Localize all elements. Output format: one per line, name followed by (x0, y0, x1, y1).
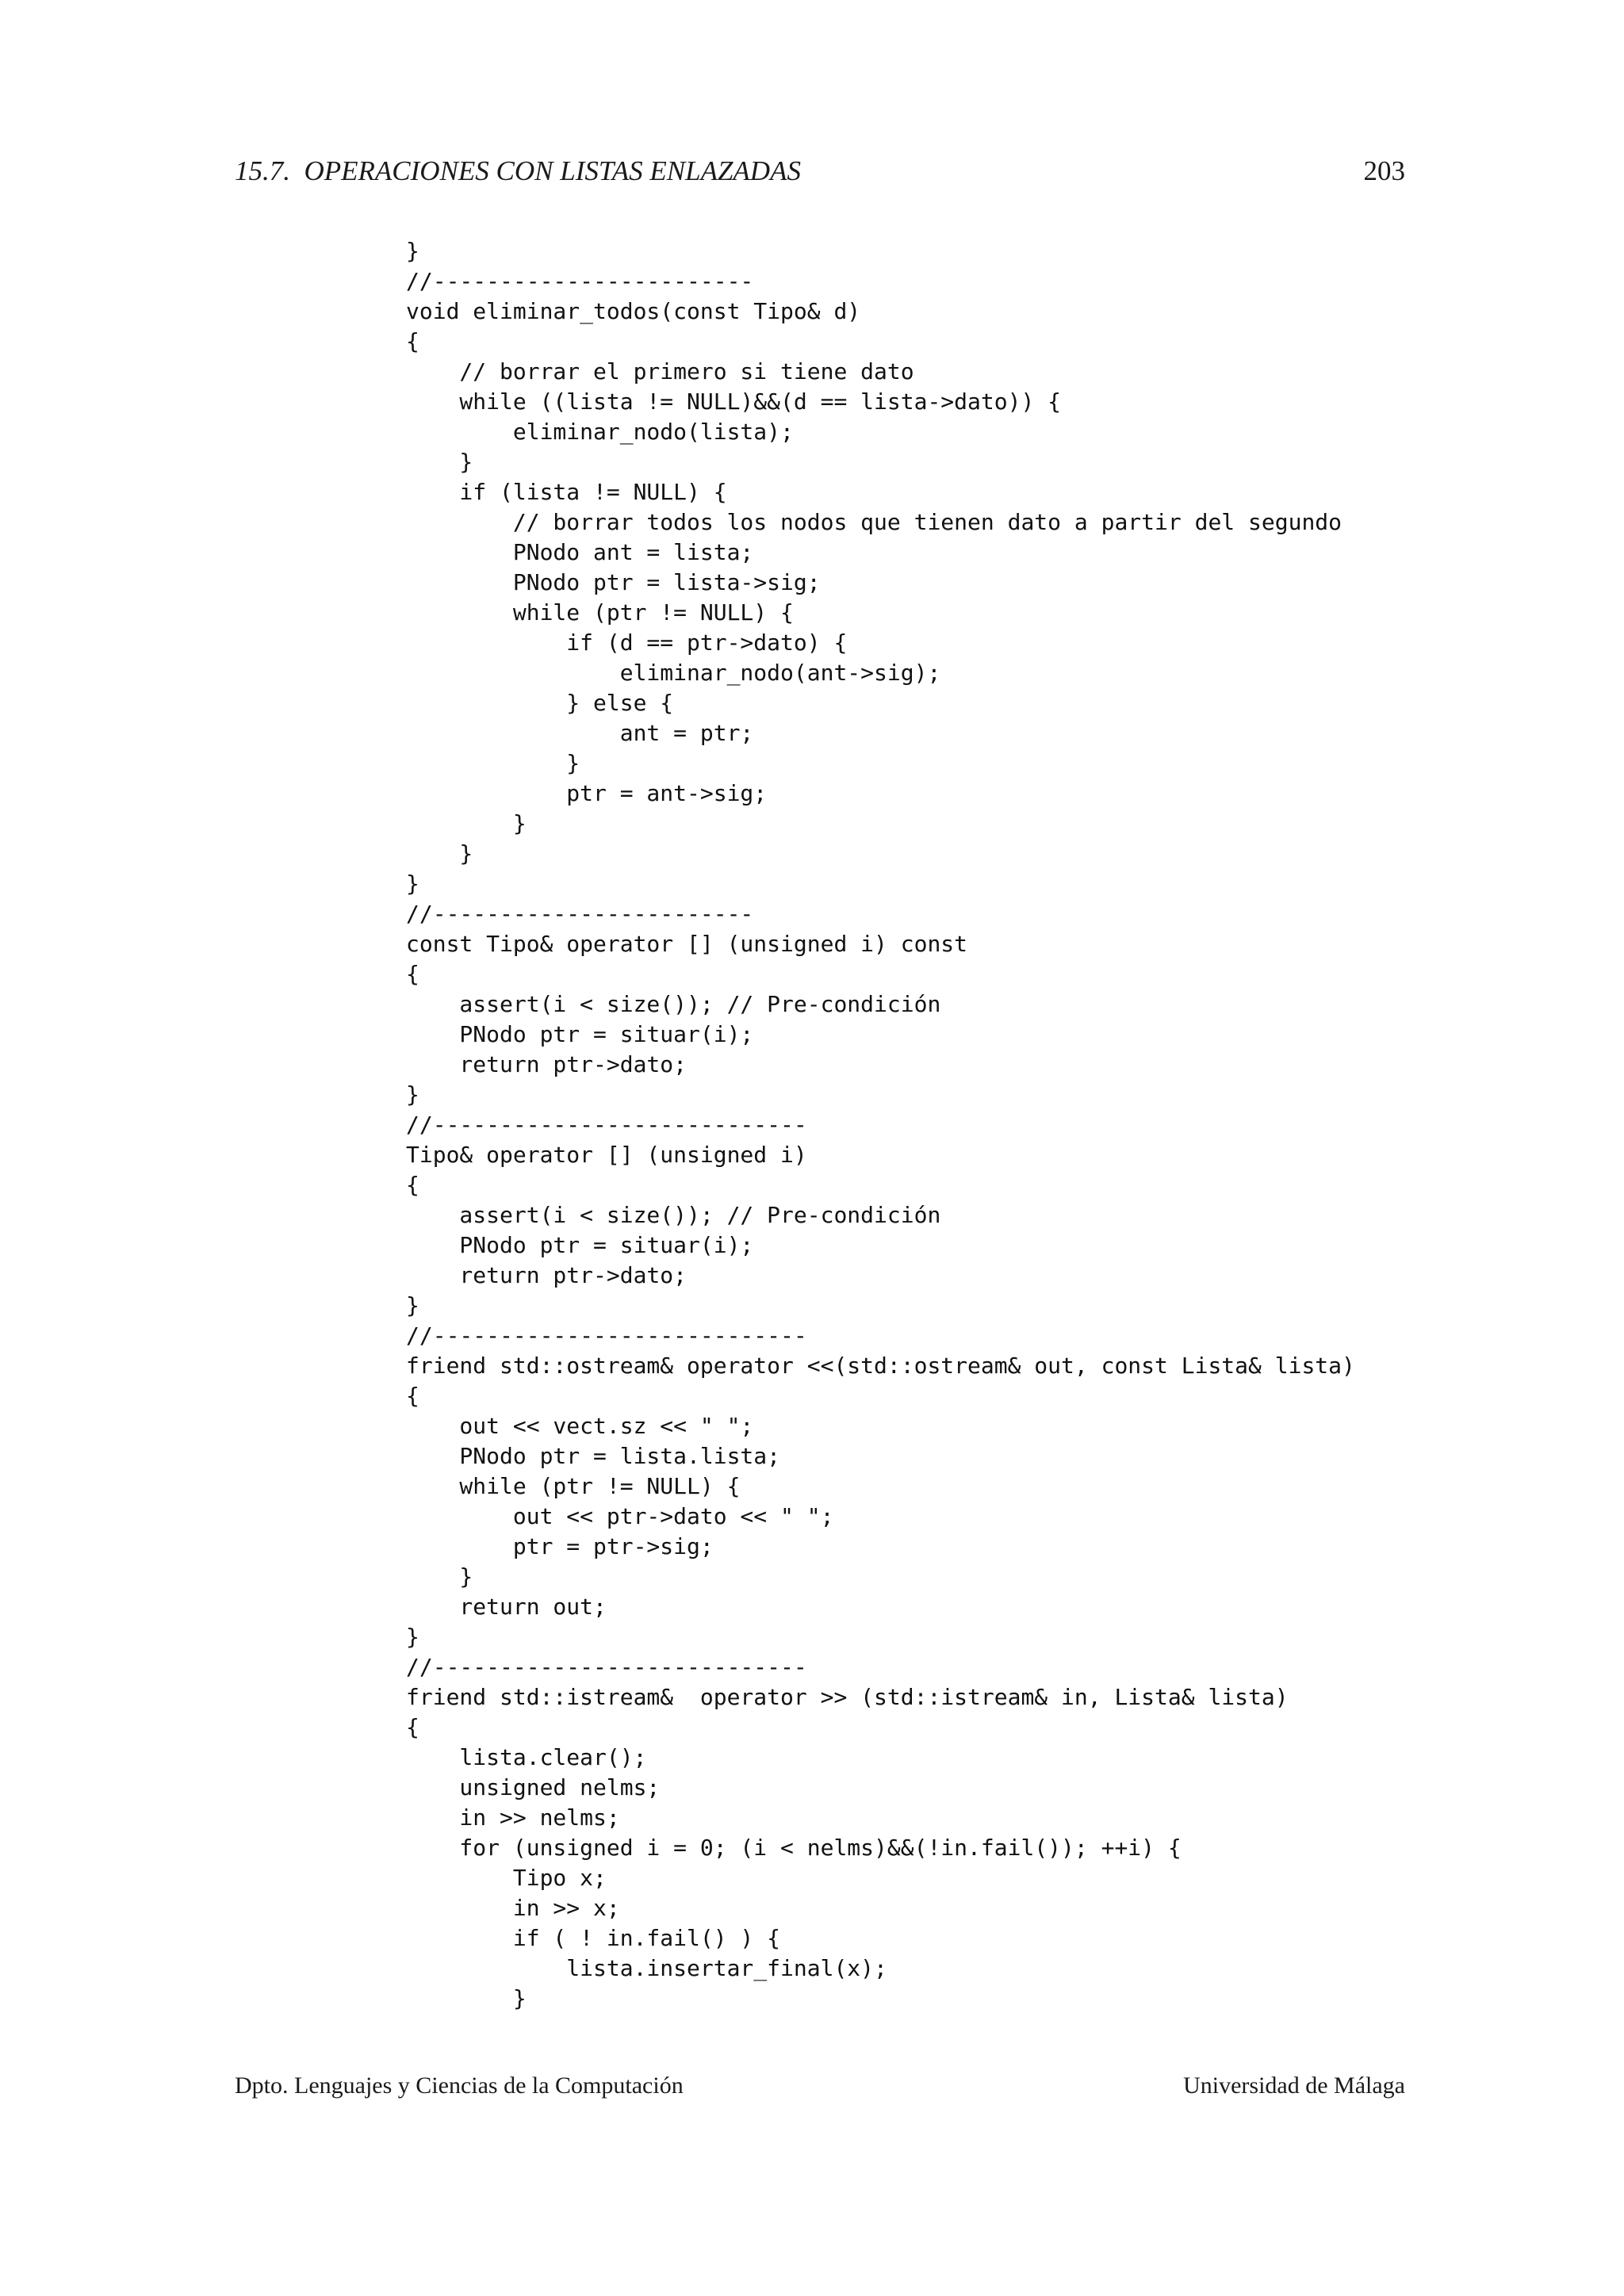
code-line: { (406, 328, 419, 354)
code-line: eliminar_nodo(lista); (406, 419, 794, 445)
code-line: ptr = ant->sig; (406, 780, 768, 806)
code-line: ant = ptr; (406, 720, 754, 746)
code-line: //---------------------------- (406, 1654, 807, 1680)
code-line: } (406, 1563, 473, 1590)
code-line: in >> nelms; (406, 1804, 620, 1831)
code-line: out << vect.sz << " "; (406, 1413, 754, 1439)
code-line: } (406, 1081, 419, 1108)
code-line: { (406, 1714, 419, 1740)
code-line: } (406, 238, 419, 264)
code-line: while ((lista != NULL)&&(d == lista->dato)) { (406, 388, 1062, 415)
code-line: while (ptr != NULL) { (406, 599, 794, 626)
code-line: while (ptr != NULL) { (406, 1473, 741, 1499)
code-line: eliminar_nodo(ant->sig); (406, 660, 941, 686)
code-line: } (406, 871, 419, 897)
code-line: unsigned nelms; (406, 1774, 661, 1800)
code-line: Tipo& operator [] (unsigned i) (406, 1142, 807, 1168)
code-line: void eliminar_todos(const Tipo& d) (406, 298, 861, 324)
footer-department: Dpto. Lenguajes y Ciencias de la Computación (235, 2072, 684, 2099)
code-line: PNodo ptr = situar(i); (406, 1232, 754, 1258)
footer-university: Universidad de Málaga (1183, 2072, 1405, 2099)
code-line: } (406, 840, 473, 867)
code-line: } (406, 810, 527, 836)
code-line: in >> x; (406, 1895, 620, 1921)
code-line: PNodo ptr = lista->sig; (406, 569, 821, 595)
code-line: const Tipo& operator [] (unsigned i) const (406, 931, 968, 957)
code-line: } else { (406, 690, 674, 716)
code-listing (406, 236, 1355, 2014)
code-line: PNodo ptr = situar(i); (406, 1021, 754, 1047)
code-line: PNodo ptr = lista.lista; (406, 1443, 781, 1469)
code-line: } (406, 1292, 419, 1318)
code-line: //---------------------------- (406, 1112, 807, 1138)
code-line: // borrar todos los nodos que tienen dato a partir del segundo (406, 509, 1342, 535)
code-line: return out; (406, 1594, 607, 1620)
code-line: //------------------------ (406, 901, 754, 927)
code-line: assert(i < size()); // Pre-condición (406, 991, 941, 1017)
code-line: if (lista != NULL) { (406, 479, 727, 505)
code-line: { (406, 1383, 419, 1409)
code-line: { (406, 961, 419, 987)
code-line: if (d == ptr->dato) { (406, 629, 848, 656)
page-header (235, 155, 1405, 195)
code-line: lista.insertar_final(x); (406, 1955, 887, 1981)
code-line: return ptr->dato; (406, 1051, 688, 1077)
code-line: PNodo ant = lista; (406, 539, 754, 565)
code-line: ptr = ptr->sig; (406, 1533, 714, 1559)
code-line: for (unsigned i = 0; (i < nelms)&&(!in.fail()); ++i) { (406, 1835, 1182, 1861)
code-line: lista.clear(); (406, 1744, 647, 1770)
page-number: 203 (1363, 155, 1405, 186)
code-line: } (406, 1624, 419, 1650)
page-footer (235, 2072, 1405, 2107)
code-line: if ( ! in.fail() ) { (406, 1925, 781, 1951)
code-line: return ptr->dato; (406, 1262, 688, 1288)
code-line: Tipo x; (406, 1865, 607, 1891)
code-line: } (406, 449, 473, 475)
code-line: { (406, 1172, 419, 1198)
code-line: //---------------------------- (406, 1322, 807, 1349)
code-line: //------------------------ (406, 268, 754, 294)
code-line: assert(i < size()); // Pre-condición (406, 1202, 941, 1228)
code-line: } (406, 1985, 527, 2011)
chapter-section-title: 15.7. OPERACIONES CON LISTAS ENLAZADAS (235, 155, 801, 186)
code-line: } (406, 750, 580, 776)
code-line: out << ptr->dato << " "; (406, 1503, 834, 1529)
code-line: friend std::istream& operator >> (std::istream& in, Lista& lista) (406, 1684, 1289, 1710)
code-line: // borrar el primero si tiene dato (406, 358, 914, 385)
code-line: friend std::ostream& operator <<(std::ostream& out, const Lista& lista) (406, 1353, 1355, 1379)
